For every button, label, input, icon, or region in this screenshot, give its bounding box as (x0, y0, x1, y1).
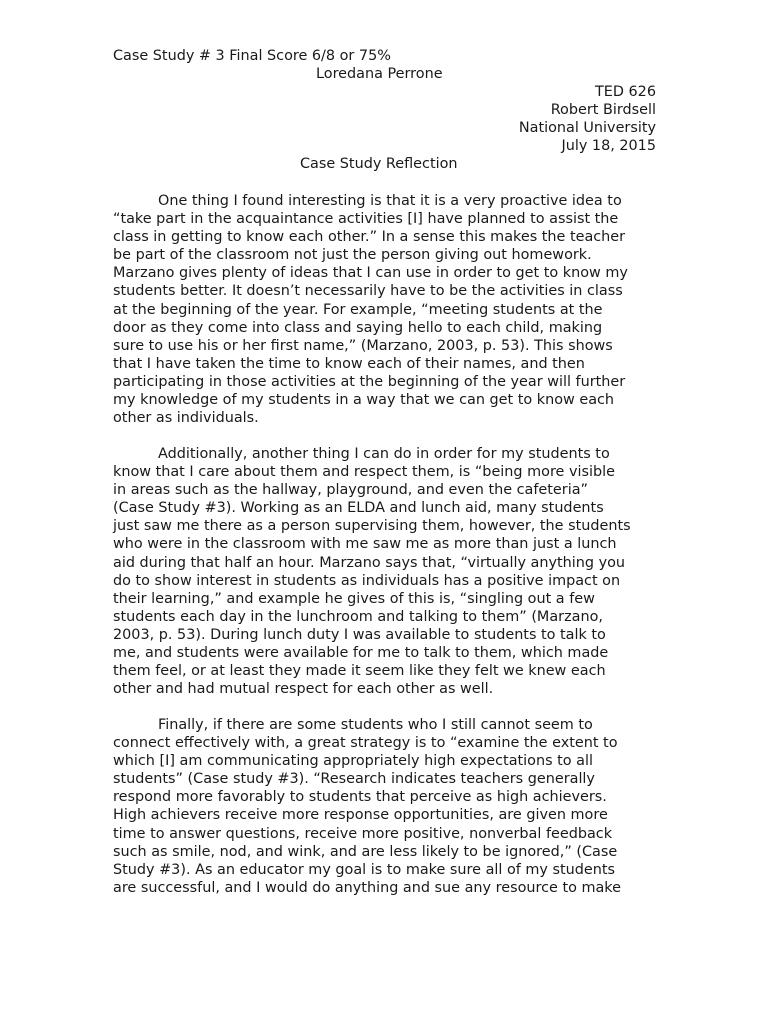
paragraph-line: in areas such as the hallway, playground, and even the cafeteria” (113, 482, 588, 499)
paragraph-line: participating in those activities at the beginning of the year will further (113, 373, 626, 390)
paragraph-line: such as smile, nod, and wink, and are less likely to be ignored,” (Case (113, 843, 618, 860)
paragraph-line: other as individuals. (113, 410, 259, 427)
paragraph-line: students better. It doesn’t necessarily have to be the activities in class (113, 283, 623, 300)
paragraph-line: Finally, if there are some students who I still cannot seem to (158, 717, 593, 733)
paragraph-line: other and had mutual respect for each other as well. (113, 681, 494, 698)
author-name: Loredana Perrone (316, 66, 443, 82)
paragraph-2 (113, 445, 658, 698)
document-title: Case Study Reflection (300, 156, 458, 172)
course-info-block (519, 83, 656, 155)
paragraph-line: just saw me there as a person supervising them, however, the students (113, 518, 631, 535)
paragraph-line: be part of the classroom not just the person giving out homework. (113, 247, 592, 264)
paragraph-line: them feel, or at least they made it seem like they felt we knew each (113, 663, 606, 680)
paragraph-line: that I have taken the time to know each of their names, and then (113, 355, 585, 372)
paragraph-3 (113, 716, 658, 897)
paragraph-line: time to answer questions, receive more positive, nonverbal feedback (113, 825, 613, 842)
paragraph-line: their learning,” and example he gives of this is, “singling out a few (113, 590, 595, 607)
paragraph-line: know that I care about them and respect them, is “being more visible (113, 464, 615, 481)
paragraph-line: 2003, p. 53). During lunch duty I was available to students to talk to (113, 626, 606, 643)
course-code: TED 626 (594, 84, 656, 100)
paragraph-line: Additionally, another thing I can do in order for my students to (158, 446, 610, 462)
paragraph-line: sure to use his or her first name,” (Marzano, 2003, p. 53). This shows (113, 337, 613, 354)
school-name: National University (518, 120, 656, 136)
paragraph-line: who were in the classroom with me saw me as more than just a lunch (113, 536, 617, 553)
paragraph-line: High achievers receive more response opportunities, are given more (113, 807, 608, 824)
paragraph-line: “take part in the acquaintance activities [I] have planned to assist the (113, 211, 619, 228)
paragraph-line: students” (Case study #3). “Research indicates teachers generally (113, 771, 595, 788)
paragraph-line: students each day in the lunchroom and talking to them” (Marzano, (113, 608, 603, 625)
paragraph-line: Marzano gives plenty of ideas that I can use in order to get to know my (113, 265, 628, 282)
paragraph-line: connect effectively with, a great strategy is to “examine the extent to (113, 735, 618, 752)
paragraph-line: class in getting to know each other.” In a sense this makes the teacher (113, 229, 626, 246)
paragraph-line: which [I] am communicating appropriately high expectations to all (113, 753, 593, 770)
paragraph-line: Study #3). As an educator my goal is to make sure all of my students (113, 861, 616, 878)
paragraph-1 (113, 192, 658, 427)
instructor-name: Robert Birdsell (550, 102, 656, 118)
paragraph-line: (Case Study #3). Working as an ELDA and lunch aid, many students (113, 500, 604, 517)
paragraph-line: my knowledge of my students in a way that we can get to know each (113, 392, 615, 409)
paragraph-line: me, and students were available for me to talk to them, which made (113, 645, 609, 662)
score-line: Case Study # 3 Final Score 6/8 or 75% (113, 48, 391, 64)
paragraph-line: One thing I found interesting is that it is a very proactive idea to (158, 193, 622, 209)
paragraph-line: at the beginning of the year. For example, “meeting students at the (113, 301, 603, 318)
document-date: July 18, 2015 (561, 138, 656, 154)
paragraph-line: do to show interest in students as individuals has a positive impact on (113, 572, 621, 589)
paragraph-line: door as they come into class and saying hello to each child, making (113, 319, 603, 336)
paragraph-line: aid during that half an hour. Marzano says that, “virtually anything you (113, 554, 626, 571)
paragraph-line: are successful, and I would do anything and sue any resource to make (113, 879, 621, 896)
paragraph-line: respond more favorably to students that perceive as high achievers. (113, 789, 607, 806)
